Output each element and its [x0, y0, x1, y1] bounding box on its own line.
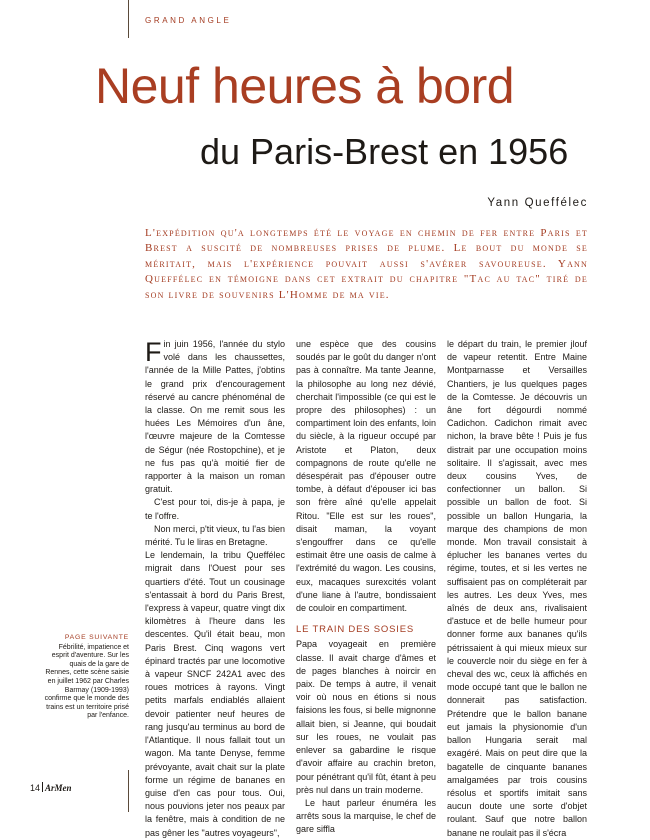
caption-heading: PAGE SUIVANTE [64, 634, 129, 641]
top-rule [128, 0, 129, 38]
paragraph: Papa voyageait en première classe. Il avait charge d'âmes et de pages blanches à noircir en paix. De temps à autre, il venait voir où nous en étions si nous faisions les fous, si belle mignonne allait bien, si Jeanne, qui boudait sur les roues, ne voulait pas enlever sa gabardine le risque d'avoir affaire au crachin breton, pour pénétrant qu'il fût, étant à peu près nul dans un train moderne. [296, 639, 436, 795]
page-footer [30, 782, 72, 793]
article-title: Neuf heures à bord [95, 58, 515, 114]
author-byline: Yann Queffélec [487, 197, 588, 209]
photo-caption [43, 634, 129, 721]
lead-paragraph: L'expédition qu'a longtemps été le voyage en chemin de fer entre Paris et Brest a suscité de nombreuses prises de plume. Le bout du monde se méritait, mais l'expérience pouvait aussi s'avérer savoureuse. Yann Queffélec en témoigne dans cet extrait du chapitre "Tac au tac" tiré de son livre de souvenirs L'Homme de ma vie. [145, 227, 588, 301]
bottom-rule [128, 770, 129, 812]
section-subhead: LE TRAIN DES SOSIES [296, 624, 414, 636]
section-label: GRAND ANGLE [145, 16, 232, 25]
paragraph: une espèce que des cousins soudés par le goût du danger n'ont pas à connaître. Ma tante Jeanne, la philosophe au long nez dévié, cherchait l'impossible (ce qui est le propre des philosophes) : un compartiment loin des enfants, loin du siècle, à la rigueur occupé par Aristote et Platon, deux compagnons de route qu'elle ne désespérait pas d'épouser outre tombe, à défaut d'épouser ici bas son frère aîné qu'elle appelait Ritou. "Elle est sur les roues", disait maman, la voyant s'engouffrer dans ce qu'elle estimait être une oasis de calme à l'extrémité du wagon. Les cousins, eux, macaques surexcités volant d'une liane à l'autre, bondissaient de couloir en compartiment. [296, 339, 436, 614]
magazine-name: ArMen [45, 783, 72, 793]
column-3 [447, 338, 587, 838]
footer-separator [42, 782, 43, 792]
paragraph [145, 338, 285, 496]
paragraph: C'est pour toi, dis-je à papa, je te l'offre. [145, 497, 285, 521]
article-subtitle: du Paris-Brest en 1956 [200, 131, 569, 172]
paragraph-text: in juin 1956, l'année du stylo volé dans les chaussettes, l'année de la Mille Pattes, j'obtins le grand prix d'encouragement réservé au cancre phénoménal de la classe. On me remit sous les huées Les Mémoires d'un âne, l'œuvre majeure de la Comtesse de Ségur (née Rostopchine), et je ne fus pas qu'à moitié fier de rapporter à la maison un roman gratuit. [145, 339, 285, 495]
page-number: 14 [30, 783, 41, 793]
paragraph: Le lendemain, la tribu Queffélec migrait dans l'Ouest pour ses quartiers d'été. Tout un cousinage s'entassait à bord du Paris Brest, l'express à vapeur, quatre vingt dix kilomètres à l'heure dans les descentes. Qu'il était beau, mon Paris Brest. Cinq wagons vert épinard tractés par une locomotive à vapeur SNCF 242A1 avec des roues motrices à rayons. Vingt petits marfals endiablés allaient devoir patienter neuf heures de rang jusqu'au terminus au bord de l'Atlantique. Il nous fallait tout un wagon. Ma tante Denyse, femme prévoyante, avait chait sur la plate forme un régime de bananes en guise d'en cas pour tous. Oui, nous pouvions jeter nos peaux par la fenêtre, mais à condition de ne pas gêner les "autres voyageurs", [145, 550, 285, 838]
paragraph: Le haut parleur énuméra les arrêts sous la marquise, le chef de gare siffla [296, 797, 436, 835]
column-2 [296, 338, 436, 835]
article-body [145, 337, 588, 838]
paragraph: Non merci, p'tit vieux, tu l'as bien mérité. Tu le liras en Bretagne. [145, 523, 285, 548]
caption-text: Fébrilité, impatience et esprit d'aventure. Sur les quais de la gare de Rennes, cette scène saisie en juillet 1962 par Charles Barmay (1909-1993) confirme que le monde des trains est un territoire prisé par l'enfance. [44, 643, 129, 720]
drop-cap: F [145, 337, 162, 367]
column-1 [145, 337, 285, 838]
paragraph: le départ du train, le premier jlouf de vapeur retentit. Entre Maine Montparnasse et Versailles Chantiers, je lus quelques pages de la Comtesse. Je découvris un âne fort dégourdi nommé Cadichon. Cadichon rimait avec nichon, la brave bête ! Puis je fus distrait par une occupation moins solitaire. Il s'agissait, avec mes deux cousins Yves, de confectionner un ballon. Si possible un ballon de foot. Si possible un ballon Hungaria, la marque des champions de mon monde. Mon travail consistait à éplucher les bananes vertes du régime, toutes, et si les vertes ne suffisaient pas on compléterait par les autres. Les deux Yves, mes aînés de deux ans, rivalisaient d'astuce et de belle humeur pour donner forme aux bananes qu'ils pétrissaient à qui mieux mieux sur le couvercle noir du siège en fer à cheval des wc, ceux là affichés en mode occupé tant que le ballon ne donnerait pas satisfaction. Prétendre que le ballon banane eut jamais la physionomie d'un ballon Hungaria serait mal exagéré. Mais on peut dire que la bagatelle de cinquante bananes amalgamées par trois cousins résolus et sportifs imitait sans aucun doute une sorte d'objet roulant. Sauf que notre ballon banane ne roulait pas il s'écra [447, 339, 587, 838]
